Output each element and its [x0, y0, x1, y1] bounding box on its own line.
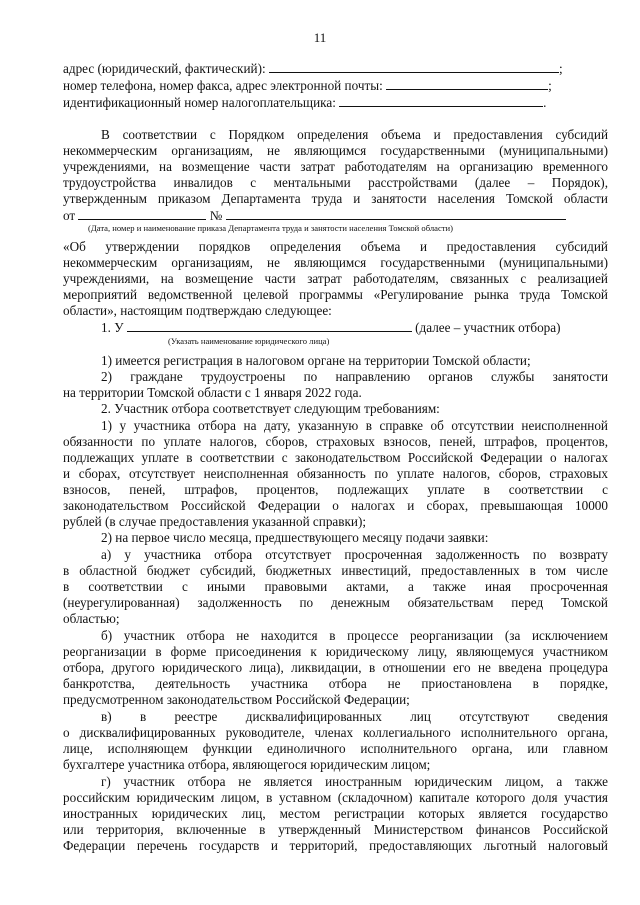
inn-end: . — [543, 95, 547, 110]
order-no: № — [209, 208, 223, 223]
clause-line: (неурегулированная) задолженность по денежным обязательствам перед Томской — [63, 595, 608, 610]
clause-line: в областной бюджет субсидий, бюджетных инвестиций, предоставленных в том числе — [63, 563, 608, 578]
order-title-line: мероприятий ведомственной целевой программы «Регулирование рынка труда Томской — [63, 287, 608, 302]
clause-line: в соответствии с иными правовыми актами, а также иная просроченная — [63, 579, 608, 594]
item1-line — [63, 319, 608, 336]
item1-blank[interactable] — [127, 319, 412, 332]
order-title-line: «Об утверждении порядков определения объема и предоставления субсидий — [63, 239, 608, 254]
clause-line: г) участник отбора не является иностранным юридическим лицом, а также — [101, 774, 608, 789]
page-number: 11 — [313, 30, 327, 45]
order-title-line: области», настоящим подтверждаю следующее: — [63, 303, 332, 318]
clause-line: подлежащих уплате в соответствии с законодательством Российской Федерации о налогах — [63, 450, 608, 465]
clause-line: рублей (в случае предоставления указанной справки); — [63, 514, 367, 529]
address-end: ; — [558, 61, 563, 76]
clause-line: 2) на первое число месяца, предшествующего месяцу подачи заявки: — [101, 530, 489, 545]
clause-line: о дисквалифицированных руководителе, членах коллегиального исполнительного органа, — [63, 725, 608, 740]
intro-line: некоммерческим организациям, не являющимся государственными (муниципальными) — [63, 143, 608, 158]
intro-line: трудоустройства инвалидов с ментальными расстройствами (далее – Порядок), — [63, 175, 608, 190]
clause-line: российским юридическим лицом, в уставном (складочном) капитале которого доля участия — [63, 790, 608, 805]
clause-line: областью; — [63, 611, 120, 626]
phone-end: ; — [548, 78, 552, 93]
order-number-blank[interactable] — [226, 207, 566, 220]
clause-line: 2) граждане трудоустроены по направлению органов службы занятости — [101, 369, 608, 384]
inn-label: идентификационный номер налогоплательщика: — [63, 95, 340, 110]
address-line — [63, 60, 608, 77]
clause-line: 2. Участник отбора соответствует следующим требованиям: — [101, 401, 440, 416]
phone-line — [63, 77, 608, 94]
clause-line: б) участник отбора не находится в процессе реорганизации (за исключением — [101, 628, 608, 643]
order-line — [63, 207, 608, 224]
order-title-line: некоммерческим организациям, не являющимся государственными (муниципальными) — [63, 255, 608, 270]
clause-line: в) в реестре дисквалифицированных лиц отсутствуют сведения — [101, 709, 608, 724]
clause-line: Федерации перечень государств и территорий, предоставляющих льготный налоговый — [63, 838, 608, 853]
clause-line: или территория, включенные в утвержденный Министерством финансов Российской — [63, 822, 608, 837]
order-caption: (Дата, номер и наименование приказа Департамента труда и занятости населения Томской области) — [88, 223, 454, 233]
clause-line: предусмотренном законодательством Российской Федерации; — [63, 692, 410, 707]
clause-line: реорганизации в форме присоединения к юридическому лицу, являющемуся участником — [63, 644, 608, 659]
order-from: от — [63, 208, 76, 223]
clause-line: бухгалтере участника отбора, являющегося юридическим лицом; — [63, 757, 431, 772]
inn-blank[interactable] — [339, 94, 543, 107]
item1-caption: (Указать наименование юридического лица) — [168, 336, 330, 346]
clause-line: обязанности по уплате налогов, сборов, страховых взносов, пеней, штрафов, процентов, — [63, 434, 608, 449]
clause-line: взносов, пеней, штрафов, процентов, подлежащих уплате в соответствии с — [63, 482, 608, 497]
clause-line: законодательством Российской Федерации о налогах и сборах, превышающая 10000 — [63, 498, 608, 513]
inn-line — [63, 94, 608, 111]
clause-line: иностранных юридических лиц, местом регистрации которых является государство — [63, 806, 608, 821]
intro-line: утвержденным приказом Департамента труда и занятости населения Томской области — [63, 191, 608, 206]
phone-blank[interactable] — [386, 77, 548, 90]
order-date-blank[interactable] — [78, 207, 206, 220]
item1-suffix: (далее – участник отбора) — [415, 320, 561, 335]
clause-line: и сборах, отсутствует неисполненная обязанность по уплате налогов, сборов, страховых — [63, 466, 608, 481]
phone-label: номер телефона, номер факса, адрес электронной почты: — [63, 78, 387, 93]
item1-prefix: 1. У — [101, 320, 124, 335]
address-label: адрес (юридический, фактический): — [63, 61, 269, 76]
clause-line: банкротства, деятельность участника отбора не приостановлена в порядке, — [63, 676, 608, 691]
clause-line: а) у участника отбора отсутствует просроченная задолженность по возврату — [101, 547, 608, 562]
order-title-line: учреждениями, на возмещение части затрат работодателям, связанных с реализацией — [63, 271, 608, 286]
intro-line: учреждениями, на возмещение части затрат работодателям на организацию временного — [63, 159, 608, 174]
clause-line: 1) имеется регистрация в налоговом органе на территории Томской области; — [101, 353, 531, 368]
clause-line: на территории Томской области с 1 января 2022 года. — [63, 385, 362, 400]
clause-line: 1) у участника отбора на дату, указанную в справке об отсутствии неисполненной — [101, 418, 608, 433]
clause-line: лице, исполняющем функции единоличного исполнительного органа, или главном — [63, 741, 608, 756]
intro-line: В соответствии с Порядком определения объема и предоставления субсидий — [101, 127, 608, 142]
clause-line: отбора, другого юридического лица), ликвидации, в отношении его не введена процедура — [63, 660, 608, 675]
address-blank[interactable] — [269, 60, 559, 73]
